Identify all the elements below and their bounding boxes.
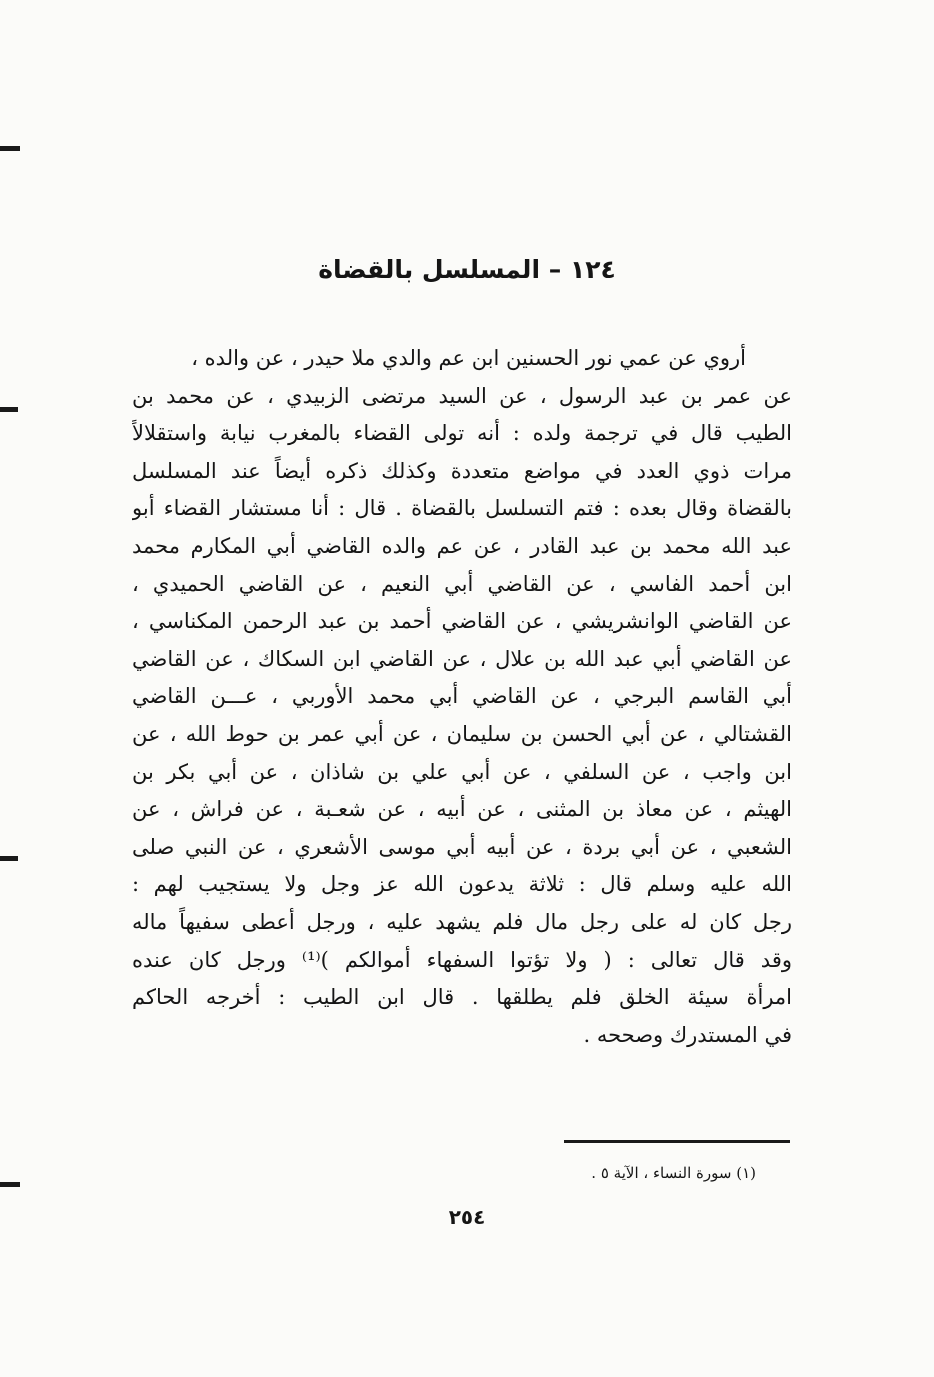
binding-mark-1	[0, 146, 20, 151]
body-text	[132, 340, 792, 1054]
page-number: ٢٥٤	[448, 1205, 486, 1229]
chapter-title: ١٢٤ – المسلسل بالقضاة	[318, 255, 616, 284]
text-line: عن القاضي الوانشريشي ، عن القاضي أحمد بن عبد الرحمن المكناسي ،	[132, 609, 792, 634]
text-line: مرات ذوي العدد في مواضع متعددة وكذلك ذكره أيضاً عند المسلسل	[132, 458, 792, 483]
binding-mark-3	[0, 856, 18, 861]
text-line: عن القاضي أبي عبد الله بن علال ، عن القاضي ابن السكاك ، عن القاضي	[132, 646, 792, 671]
binding-mark-4	[0, 1182, 20, 1187]
text-line: أبي القاسم البرجي ، عن القاضي أبي محمد الأوربي ، عـــن القاضي	[132, 684, 792, 709]
text-line: عن عمر بن عبد الرسول ، عن السيد مرتضى الزبيدي ، عن محمد بن	[132, 383, 792, 408]
text-line: الله عليه وسلم قال : ثلاثة يدعون الله عز وجل ولا يستجيب لهم :	[132, 872, 792, 897]
footnote-divider	[564, 1140, 790, 1143]
footnote: (١) سورة النساء ، الآية ٥ .	[591, 1164, 756, 1182]
text-line: ابن واجب ، عن السلفي ، عن أبي علي بن شاذان ، عن أبي بكر بن	[132, 759, 792, 784]
text-line: وقد قال تعالى : ( ولا تؤتوا السفهاء أموالكم )⁽¹⁾ ورجل كان عنده	[132, 947, 792, 972]
text-line: الشعبي ، عن أبي بردة ، عن أبيه أبي موسى الأشعري ، عن النبي صلى	[132, 834, 792, 859]
text-line: الطيب قال في ترجمة ولده : أنه تولى القضاء بالمغرب نيابة واستقلالاً	[132, 421, 792, 446]
text-line: بالقضاة وقال بعده : فتم التسلسل بالقضاة . قال : أنا مستشار القضاء أبو	[132, 496, 792, 521]
text-line: أروي عن عمي نور الحسنين ابن عم والدي ملا حيدر ، عن والده ،	[191, 346, 746, 370]
text-line: القشتالي ، عن أبي الحسن بن سليمان ، عن أبي عمر بن حوط الله ، عن	[132, 721, 792, 746]
text-line: امرأة سيئة الخلق فلم يطلقها . قال ابن الطيب : أخرجه الحاكم	[132, 985, 792, 1010]
binding-mark-2	[0, 407, 18, 412]
text-line: عبد الله محمد بن عبد القادر ، عن عم والده القاضي أبي المكارم محمد	[132, 533, 792, 558]
text-line: ابن أحمد الفاسي ، عن القاضي أبي النعيم ، عن القاضي الحميدي ،	[132, 571, 792, 596]
text-line: رجل كان له على رجل مال فلم يشهد عليه ، ورجل أعطى سفيهاً ماله	[132, 909, 792, 934]
text-line: الهيثم ، عن معاذ بن المثنى ، عن أبيه ، عن شعـبة ، عن فراش ، عن	[132, 797, 792, 822]
text-line: في المستدرك وصححه .	[583, 1022, 792, 1047]
